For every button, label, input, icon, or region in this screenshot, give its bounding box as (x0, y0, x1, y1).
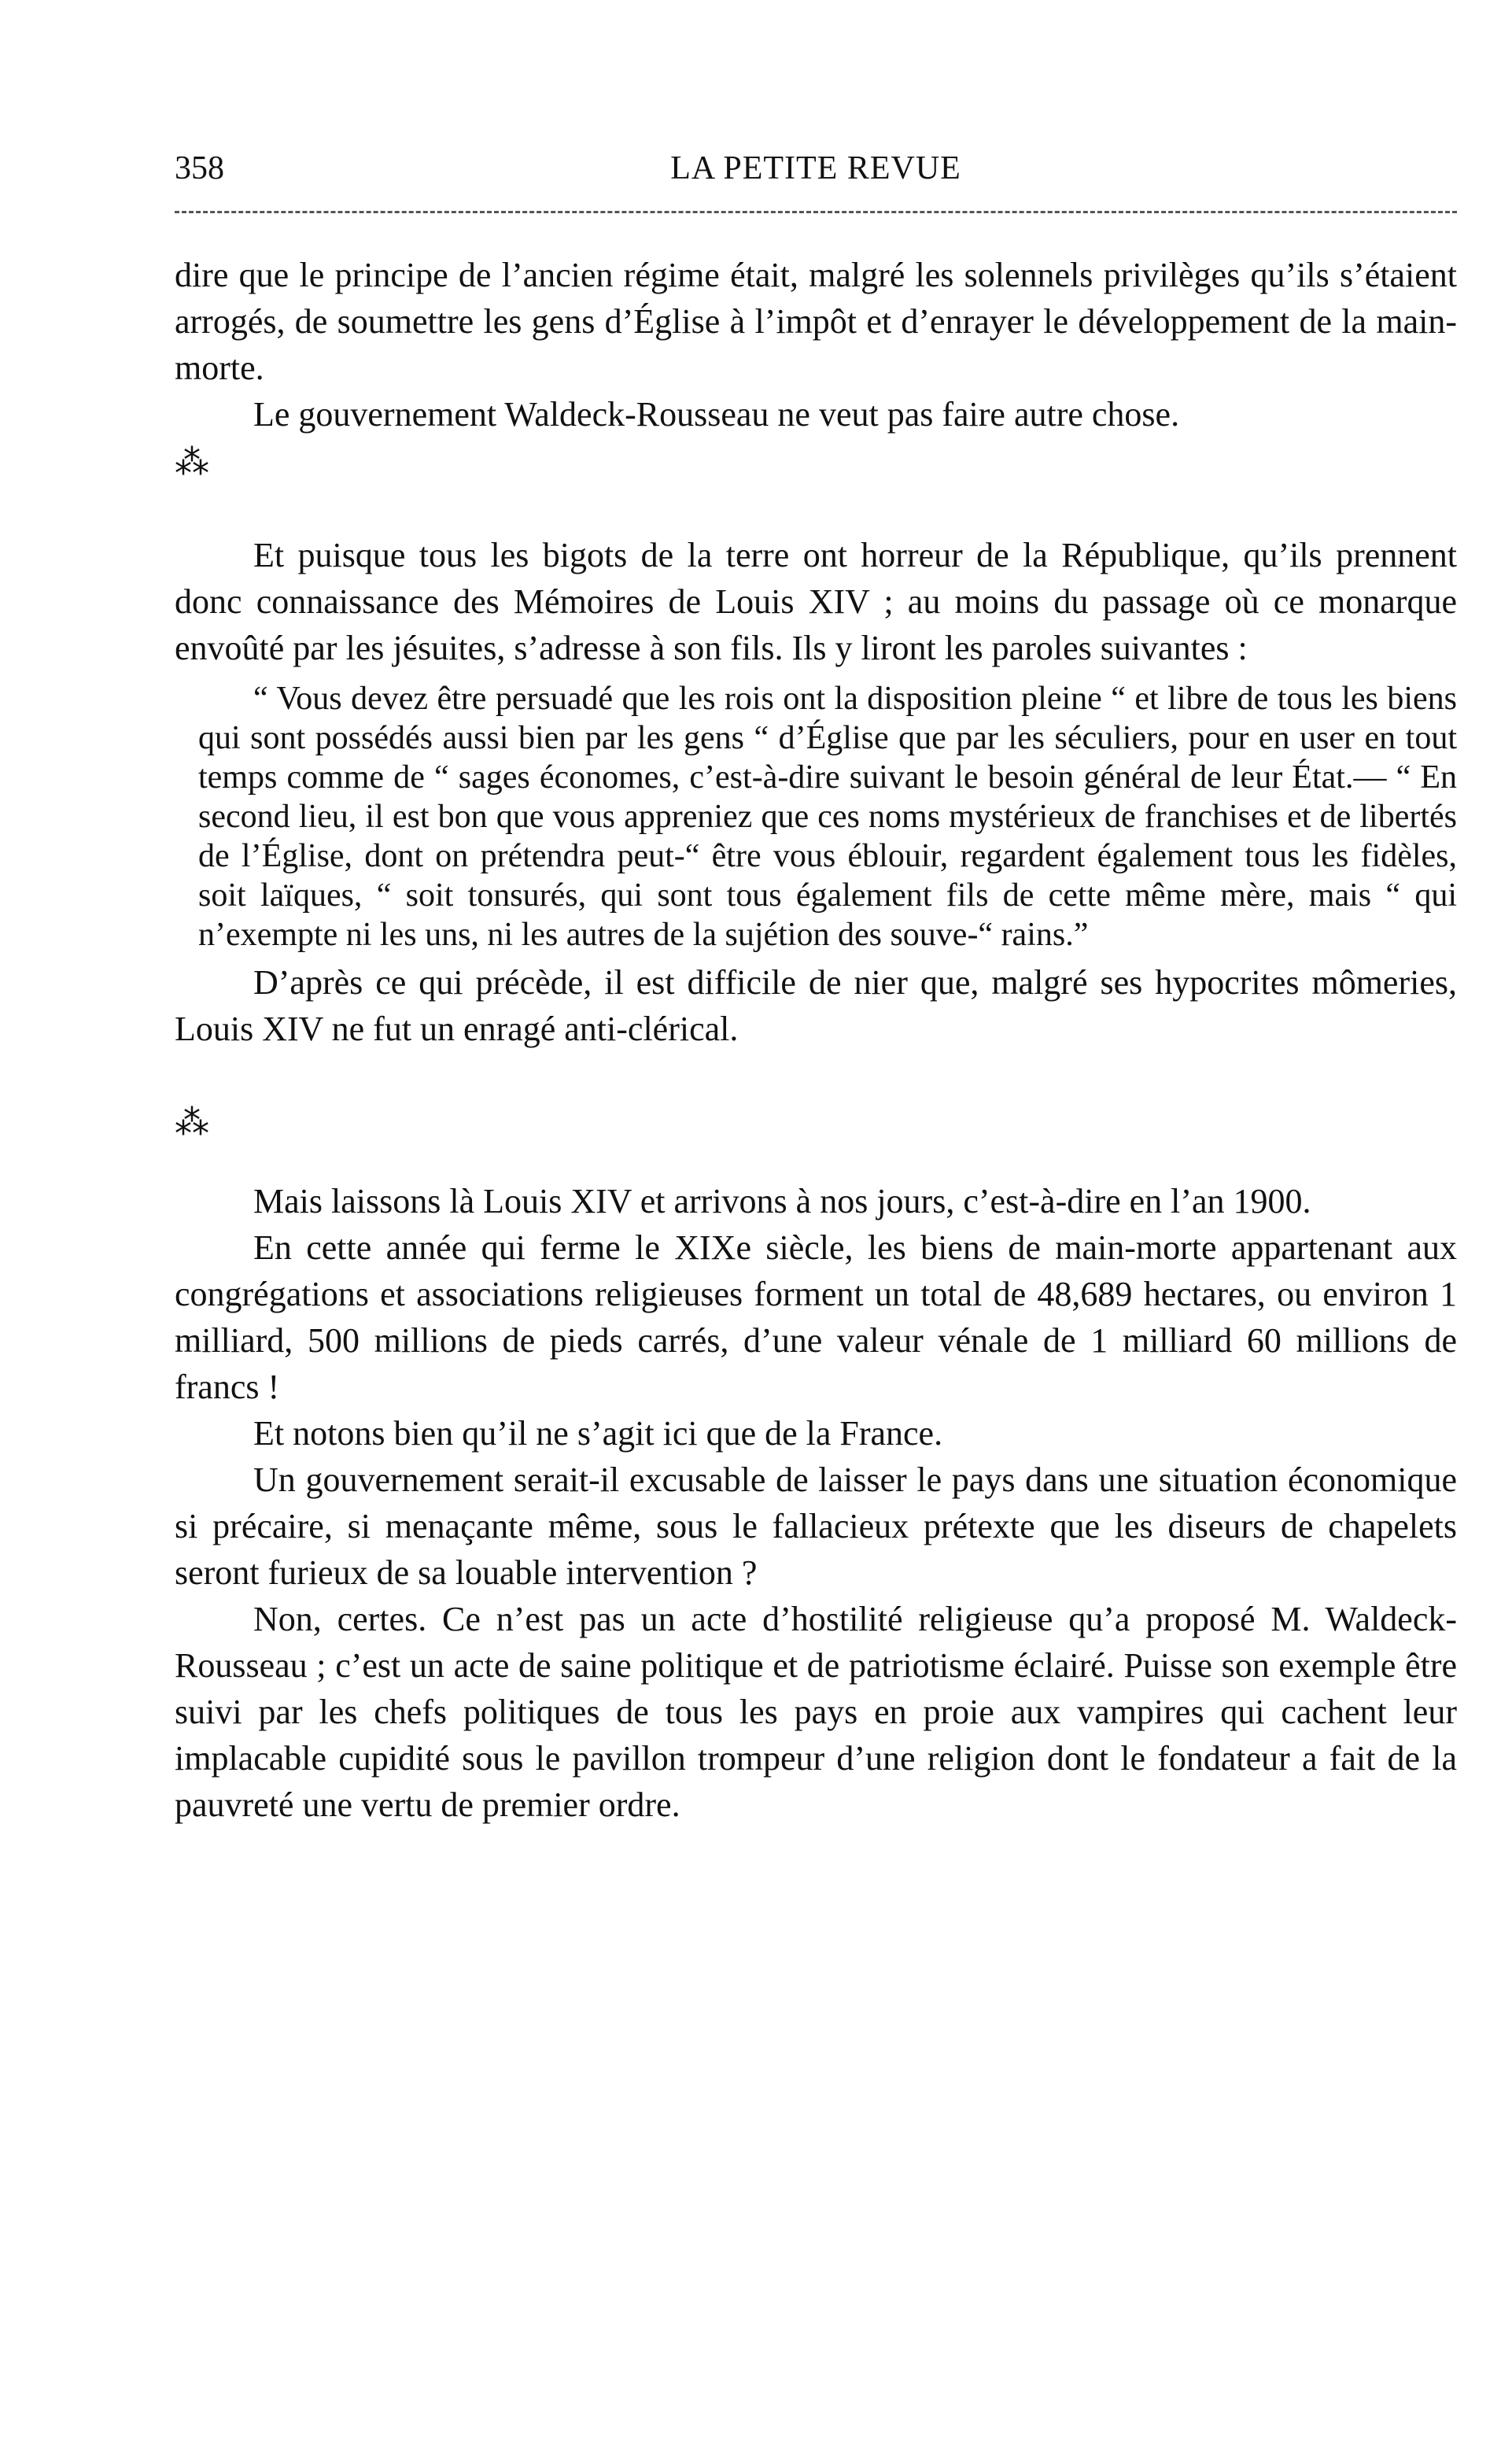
paragraph-6: En cette année qui ferme le XIXe siècle, les biens de main-morte appartenant aux congrégations et associations religieuses forment un total de 48,689 hectares, ou environ 1 milliard, 500 millions de pieds carrés, d’une valeur vénale de 1 milliard 60 millions de francs ! (175, 1228, 1457, 1406)
page-number: 358 (175, 150, 224, 186)
asterism-1: ⁂ (175, 443, 209, 482)
paragraph-4: D’après ce qui précède, il est difficile de nier que, malgré ses hypocrites mômeries, Louis XIV ne fut un enragé anti-clérical. (175, 963, 1457, 1048)
paragraph-3: Et puisque tous les bigots de la terre ont horreur de la République, qu’ils prennent donc connaissance des Mémoires de Louis XIV ; au moins du passage où ce monarque envoûté par les jésuites, s’adresse à son fils. Ils y liront les paroles suivantes : (175, 536, 1457, 667)
paragraph-9: Non, certes. Ce n’est pas un acte d’hostilité religieuse qu’a proposé M. Waldeck-Rousseau ; c’est un acte de saine politique et de patriotisme éclairé. Puisse son exemple être suivi par les chefs politiques de tous les pays en proie aux vampires qui cachent leur implacable cupidité sous le pavillon trompeur d’une religion dont le fondateur a fait de la pauvreté une vertu de premier ordre. (175, 1600, 1457, 1824)
quotation-block (175, 679, 1457, 954)
quotation-text: “ Vous devez être persuadé que les rois ont la disposition pleine “ et libre de tous les biens qui sont possédés aussi bien par les gens “ d’Église que par les séculiers, pour en user en tout temps comme de “ sages économes, c’est-à-dire suivant le besoin général de leur État.— “ En second lieu, il est bon que vous appreniez que ces noms mystérieux de franchises et de libertés de l’Église, dont on prétendra peut-“ être vous éblouir, regardent également tous les fidèles, soit laïques, “ soit tonsurés, qui sont tous également fils de cette même mère, mais “ qui n’exempte ni les uns, ni les autres de la sujétion des souve-“ rains.” (198, 681, 1457, 953)
header-rule (175, 211, 1457, 213)
article-body (175, 252, 1457, 1828)
paragraph-1: dire que le principe de l’ancien régime était, malgré les solennels privilèges qu’ils s’étaient arrogés, de soumettre les gens d’Église à l’impôt et d’enrayer le développement de la main-morte. (175, 256, 1457, 387)
paragraph-8: Un gouvernement serait-il excusable de laisser le pays dans une situation économique si précaire, si menaçante même, sous le fallacieux prétexte que les diseurs de chapelets seront furieux de sa louable intervention ? (175, 1460, 1457, 1592)
page-header (175, 150, 1457, 197)
asterism-2: ⁂ (175, 1103, 209, 1142)
paragraph-7: Et notons bien qu’il ne s’agit ici que de la France. (253, 1414, 943, 1453)
paragraph-2: Le gouvernement Waldeck-Rousseau ne veut pas faire autre chose. (253, 395, 1180, 434)
paragraph-5: Mais laissons là Louis XIV et arrivons à nos jours, c’est-à-dire en l’an 1900. (253, 1182, 1311, 1220)
running-title: LA PETITE REVUE (670, 150, 961, 186)
